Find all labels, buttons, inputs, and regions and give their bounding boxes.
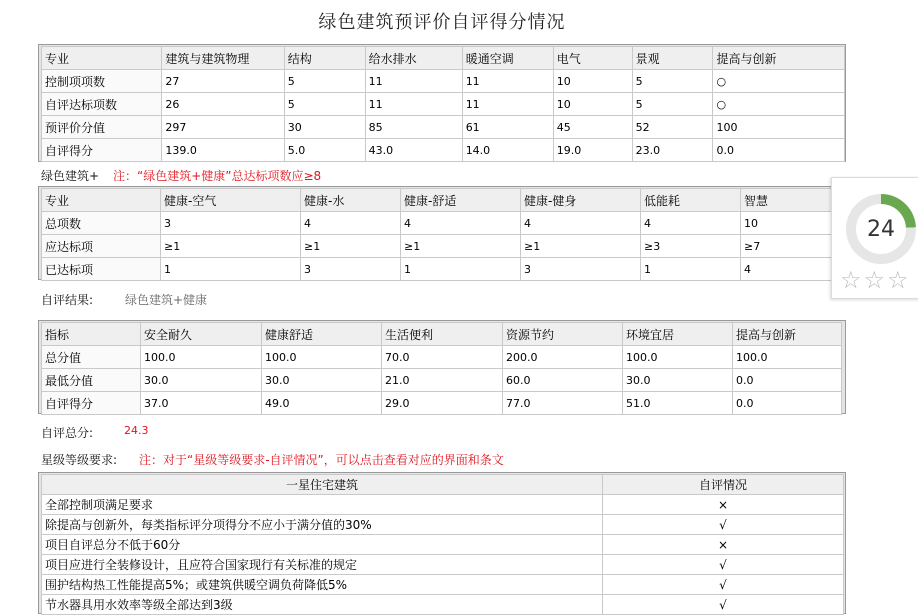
table-cell: 100.0 — [262, 346, 382, 369]
table-cell: 45 — [553, 116, 632, 139]
column-header: 专业 — [42, 47, 162, 70]
table-cell: 5 — [632, 93, 713, 116]
table-row — [42, 258, 842, 281]
row-label: 预评价分值 — [42, 116, 162, 139]
table-cell: 100.0 — [141, 346, 262, 369]
table-cell: 3 — [301, 258, 401, 281]
column-header: 健康-舒适 — [401, 189, 521, 212]
table-cell[interactable]: √ — [603, 595, 844, 615]
table-cell: 43.0 — [365, 139, 462, 162]
table-cell: 14.0 — [462, 139, 553, 162]
row-label[interactable]: 除提高与创新外，每类指标评分项得分不应小于满分值的30% — [42, 515, 603, 535]
table-cell: ○ — [713, 93, 845, 116]
table-cell: 297 — [162, 116, 284, 139]
table-cell: ≥1 — [161, 235, 301, 258]
table-cell[interactable]: √ — [603, 555, 844, 575]
column-header: 生活便利 — [382, 323, 503, 346]
table-cell[interactable]: √ — [603, 575, 844, 595]
table-cell: 139.0 — [162, 139, 284, 162]
table-row[interactable] — [42, 595, 844, 615]
table-cell: 23.0 — [632, 139, 713, 162]
table-cell: 4 — [521, 212, 641, 235]
table-cell: 10 — [741, 212, 842, 235]
column-header: 指标 — [42, 323, 141, 346]
column-header: 专业 — [42, 189, 161, 212]
table-cell: 30 — [284, 116, 365, 139]
total-score-value: 24.3 — [124, 424, 149, 437]
star-rating — [840, 266, 911, 294]
column-header: 健康-空气 — [161, 189, 301, 212]
column-header: 健康-健身 — [521, 189, 641, 212]
table-cell: ≥3 — [641, 235, 741, 258]
table-cell: 200.0 — [503, 346, 623, 369]
table-cell: ≥1 — [301, 235, 401, 258]
row-label: 自评得分 — [42, 139, 162, 162]
health-plus-table — [41, 188, 842, 281]
star-requirement-table — [41, 474, 844, 615]
table-cell: 10 — [553, 70, 632, 93]
column-header: 自评情况 — [603, 475, 844, 495]
column-header: 提高与创新 — [713, 47, 845, 70]
table-header-row — [42, 323, 842, 346]
table-cell: ○ — [713, 70, 845, 93]
table-cell: 5 — [632, 70, 713, 93]
table-cell: 0.0 — [713, 139, 845, 162]
table-cell: 4 — [741, 258, 842, 281]
row-label[interactable]: 全部控制项满足要求 — [42, 495, 603, 515]
table-cell: 61 — [462, 116, 553, 139]
table-cell: 85 — [365, 116, 462, 139]
table-cell: 49.0 — [262, 392, 382, 415]
table-cell[interactable]: × — [603, 495, 844, 515]
table-cell: 30.0 — [141, 369, 262, 392]
star-icon: ☆ — [887, 266, 911, 294]
row-label: 自评得分 — [42, 392, 141, 415]
row-label[interactable]: 节水器具用水效率等级全部达到3级 — [42, 595, 603, 615]
table-cell: 5 — [284, 70, 365, 93]
table-row — [42, 346, 842, 369]
score-value: 24 — [867, 216, 895, 242]
table-cell: 5.0 — [284, 139, 365, 162]
row-label: 自评达标项数 — [42, 93, 162, 116]
table-cell: 21.0 — [382, 369, 503, 392]
self-result-value: 绿色建筑+健康 — [125, 293, 208, 307]
star-icon: ☆ — [863, 266, 888, 294]
table-row[interactable] — [42, 555, 844, 575]
table-row — [42, 212, 842, 235]
table-cell: 60.0 — [503, 369, 623, 392]
column-header: 环境宜居 — [623, 323, 733, 346]
table-cell: 4 — [641, 212, 741, 235]
table-cell: 0.0 — [733, 392, 842, 415]
table-cell: 51.0 — [623, 392, 733, 415]
table-row — [42, 93, 845, 116]
table-cell: 11 — [462, 70, 553, 93]
table-cell: ≥7 — [741, 235, 842, 258]
total-score-label: 自评总分: — [41, 426, 94, 440]
row-label: 总项数 — [42, 212, 161, 235]
star-req-note: 注：对于“星级等级要求-自评情况”，可以点击查看对应的界面和条文 — [139, 453, 504, 467]
row-label: 应达标项 — [42, 235, 161, 258]
score-widget[interactable] — [831, 177, 918, 299]
table-cell: 3 — [161, 212, 301, 235]
table-row — [42, 116, 845, 139]
self-result-label: 自评结果: — [41, 293, 94, 307]
table-cell: 1 — [161, 258, 301, 281]
table-row — [42, 369, 842, 392]
column-header: 健康-水 — [301, 189, 401, 212]
table-row — [42, 139, 845, 162]
table-cell: 0.0 — [733, 369, 842, 392]
column-header: 电气 — [553, 47, 632, 70]
table-header-row — [42, 47, 845, 70]
column-header: 安全耐久 — [141, 323, 262, 346]
table-row — [42, 392, 842, 415]
table-row — [42, 235, 842, 258]
green-plus-label: 绿色建筑+ — [41, 169, 100, 183]
column-header: 建筑与建筑物理 — [162, 47, 284, 70]
table-cell: 19.0 — [553, 139, 632, 162]
table-cell: 3 — [521, 258, 641, 281]
table-cell[interactable]: √ — [603, 515, 844, 535]
green-plus-note: 注：“绿色建筑+健康”总达标项数应≥8 — [113, 169, 322, 183]
table-cell[interactable]: × — [603, 535, 844, 555]
table-row[interactable] — [42, 535, 844, 555]
table-cell: 30.0 — [623, 369, 733, 392]
star-icon: ☆ — [840, 266, 864, 294]
table-cell: 4 — [301, 212, 401, 235]
star-req-label: 星级等级要求: — [41, 453, 118, 467]
table-cell: ≥1 — [401, 235, 521, 258]
table-cell: ≥1 — [521, 235, 641, 258]
column-header: 健康舒适 — [262, 323, 382, 346]
table-row[interactable] — [42, 515, 844, 535]
table-cell: 11 — [365, 70, 462, 93]
column-header: 结构 — [284, 47, 365, 70]
table-cell: 27 — [162, 70, 284, 93]
table-cell: 100.0 — [623, 346, 733, 369]
row-label[interactable]: 项目应进行全装修设计，且应符合国家现行有关标准的规定 — [42, 555, 603, 575]
table-row[interactable] — [42, 495, 844, 515]
table-header-row — [42, 189, 842, 212]
column-header: 给水排水 — [365, 47, 462, 70]
table-cell: 77.0 — [503, 392, 623, 415]
row-label[interactable]: 项目自评总分不低于60分 — [42, 535, 603, 555]
table-cell: 1 — [401, 258, 521, 281]
table-cell: 11 — [462, 93, 553, 116]
table-cell: 100.0 — [733, 346, 842, 369]
table-cell: 10 — [553, 93, 632, 116]
column-header: 一星住宅建筑 — [42, 475, 603, 495]
score-table-disciplines — [41, 46, 845, 162]
table-row[interactable] — [42, 575, 844, 595]
table-cell: 1 — [641, 258, 741, 281]
table-cell: 5 — [284, 93, 365, 116]
row-label: 控制项项数 — [42, 70, 162, 93]
row-label: 最低分值 — [42, 369, 141, 392]
table-cell: 30.0 — [262, 369, 382, 392]
table-cell: 4 — [401, 212, 521, 235]
row-label: 总分值 — [42, 346, 141, 369]
table-cell: 100 — [713, 116, 845, 139]
table-row — [42, 70, 845, 93]
table-cell: 26 — [162, 93, 284, 116]
table-header-row — [42, 475, 844, 495]
indicator-score-table — [41, 322, 842, 415]
column-header: 低能耗 — [641, 189, 741, 212]
row-label: 已达标项 — [42, 258, 161, 281]
column-header: 提高与创新 — [733, 323, 842, 346]
column-header: 景观 — [632, 47, 713, 70]
table-cell: 52 — [632, 116, 713, 139]
score-progress-ring — [846, 194, 916, 264]
row-label[interactable]: 围护结构热工性能提高5%；或建筑供暖空调负荷降低5% — [42, 575, 603, 595]
column-header: 智慧 — [741, 189, 842, 212]
table-cell: 29.0 — [382, 392, 503, 415]
page-title: 绿色建筑预评价自评得分情况 — [318, 12, 566, 33]
table-cell: 37.0 — [141, 392, 262, 415]
column-header: 资源节约 — [503, 323, 623, 346]
table-cell: 11 — [365, 93, 462, 116]
column-header: 暖通空调 — [462, 47, 553, 70]
table-cell: 70.0 — [382, 346, 503, 369]
